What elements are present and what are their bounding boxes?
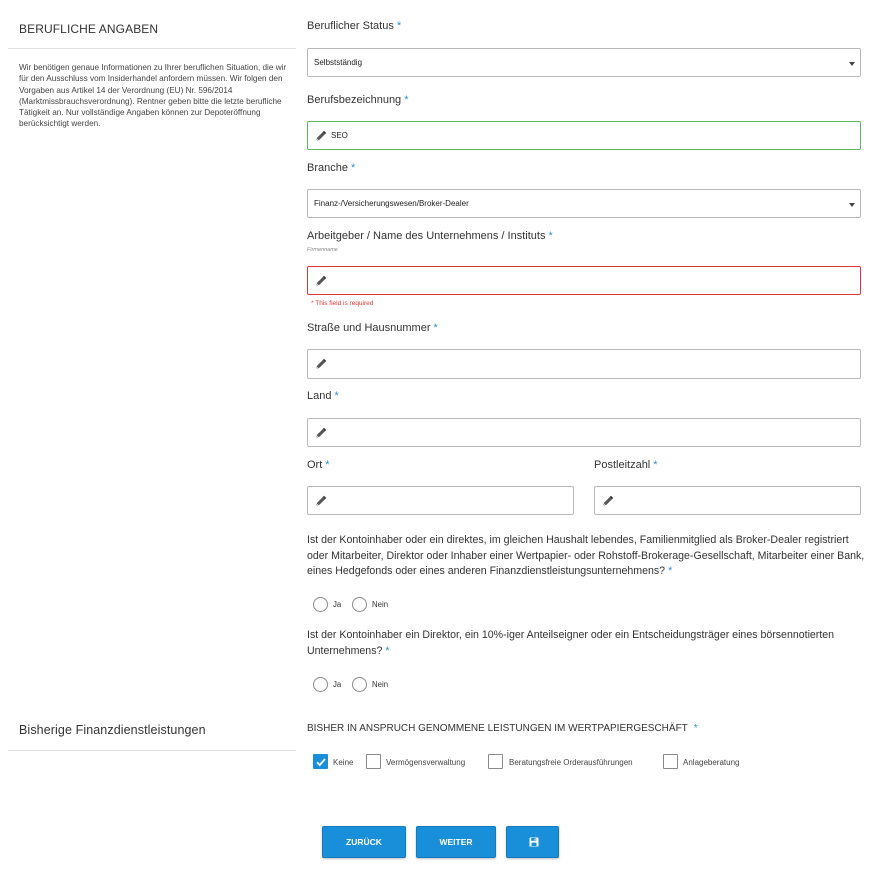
q2-radio-yes[interactable] [313,677,328,692]
floppy-disk-icon [529,837,539,847]
services-label: BISHER IN ANSPRUCH GENOMMENE LEISTUNGEN IM WERTPAPIERGESCHÄFT * [307,723,698,734]
status-value: Selbstständig [314,58,363,67]
next-button[interactable]: WEITER [416,826,496,858]
checkbox-none[interactable] [313,754,328,769]
save-button[interactable] [506,826,559,858]
status-label: Beruflicher Status * [307,20,402,32]
q1-label-no: Nein [372,600,389,609]
city-input[interactable] [307,486,574,515]
checkbox-investment-advice[interactable] [663,754,678,769]
q1-radio-yes[interactable] [313,597,328,612]
branch-label: Branche * [307,162,356,174]
pen-icon [315,275,327,287]
caret-down-icon [849,203,855,207]
job-label: Berufsbezeichnung * [307,94,409,106]
question-broker-dealer: Ist der Kontoinhaber oder ein direktes, im gleichen Haushalt lebendes, Familienmitglied als Broker-Dealer registriert oder Mitarbeiter, Direktor oder Inhaber einer Wertpapier- oder Rohstoff-Brokerage-Gesellschaft, Mitarbeiter einer Bank, eines Hedgefonds oder eines anderen Finanzdienstleistungsunternehmens? * [307,534,865,577]
section-title-professional: BERUFLICHE ANGABEN [19,22,159,36]
q2-radio-no[interactable] [352,677,367,692]
q1-label-yes: Ja [333,600,342,609]
q1-radio-no[interactable] [352,597,367,612]
q2-label-yes: Ja [333,680,342,689]
employer-error: * This field is required [311,300,374,307]
checkbox-asset-management[interactable] [366,754,381,769]
zip-input[interactable] [594,486,861,515]
pen-icon [315,130,327,142]
section-divider [8,48,296,49]
street-input[interactable] [307,349,861,379]
job-input[interactable] [307,121,861,150]
section-divider [8,750,296,751]
employer-hint: Firmenname [307,247,338,253]
pen-icon [602,495,614,507]
job-value: SEO [331,131,348,140]
q2-label-no: Nein [372,680,389,689]
employer-label: Arbeitgeber / Name des Unternehmens / Instituts * [307,230,553,242]
back-button[interactable]: ZURÜCK [322,826,406,858]
checkbox-asset-management-label: Vermögensverwaltung [386,758,466,767]
country-label: Land * [307,390,339,402]
street-label: Straße und Hausnummer * [307,322,438,334]
caret-down-icon [849,62,855,66]
zip-label: Postleitzahl * [594,459,658,471]
pen-icon [315,358,327,370]
city-label: Ort * [307,459,330,471]
checkbox-execution-only-label: Beratungsfreie Orderausführungen [509,758,633,767]
section-description: Wir benötigen genaue Informationen zu Ihrer beruflichen Situation, die wir für den Ausschluss vom Insiderhandel anfordern müssen. Wir folgen den Vorgaben aus Artikel 14 der Verordnung (EU) Nr. 596/2014 (Marktmissbrauchsverordnung). Rentner geben bitte die letzte berufliche Tätigkeit an. Nur vollständige Angaben können zur Depoteröffnung berücksichtigt werden. [19,63,287,129]
branch-value: Finanz-/Versicherungswesen/Broker-Dealer [314,199,469,208]
pen-icon [315,427,327,439]
question-director: Ist der Kontoinhaber ein Direktor, ein 10%-iger Anteilseigner oder ein Entscheidungsträger eines börsennotierten Unternehmens? * [307,629,835,657]
checkbox-investment-advice-label: Anlageberatung [683,758,740,767]
branch-select[interactable] [307,189,861,218]
status-select[interactable] [307,48,861,77]
checkbox-execution-only[interactable] [488,754,503,769]
country-input[interactable] [307,418,861,447]
checkmark-icon [315,756,327,768]
employer-input[interactable] [307,266,861,295]
section-title-financial-services: Bisherige Finanzdienstleistungen [19,723,206,737]
pen-icon [315,495,327,507]
checkbox-none-label: Keine [333,758,354,767]
